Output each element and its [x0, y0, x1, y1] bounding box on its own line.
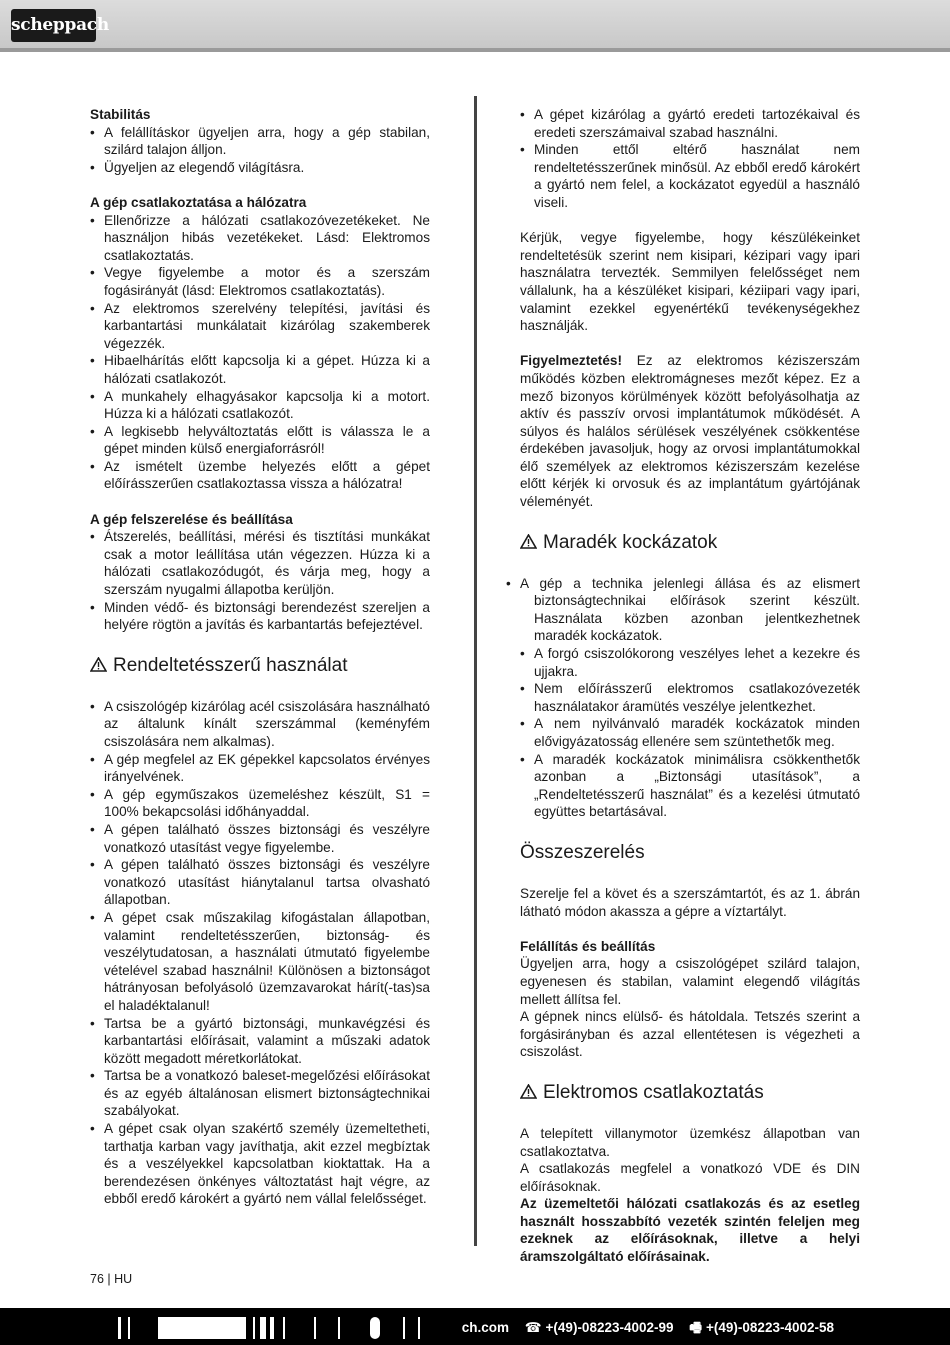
list-item: • Nem előírásszerű elektromos csatlakozóvezeték használatakor áramütés veszélye jelentkezhet. [520, 680, 860, 715]
heading-osszeszereles: Összeszerelés [520, 841, 645, 863]
list-halozat [90, 212, 430, 494]
list-item: • A forgó csiszolókorong veszélyes lehet a kezekre és ujjakra. [520, 645, 860, 680]
list-item: • Az ismételt üzembe helyezés előtt a gépet előírásszerűen csatlakoztassa vissza a hálózatra! [90, 458, 430, 493]
list-item: • A felállításkor ügyeljen arra, hogy a gép stabilan, szilárd talajon álljon. [90, 124, 430, 159]
paragraph-felallitas-2: A gépnek nincs elülső- és hátoldala. Tetszés szerint a forgásirányban és azzal ellentétesen is végezheti a csiszolást. [520, 1009, 860, 1060]
paragraph-elektromos-2: A csatlakozás megfelel a vonatkozó VDE és DIN előírásoknak. [520, 1161, 860, 1194]
list-item: • Vegye figyelembe a motor és a szerszám fogásirányát (lásd: Elektromos csatlakoztatás). [90, 264, 430, 299]
section-title-stabilitas: Stabilitás [90, 107, 151, 122]
list-item: • A munkahely elhagyásakor kapcsolja ki a motort. Húzza ki a hálózati csatlakozót. [90, 388, 430, 423]
list-item: • A nem nyilvánvaló maradék kockázatok minden elővigyázatosság ellenére sem szüntethetők meg. [520, 715, 860, 750]
fax-icon: 🖷 [689, 1320, 703, 1335]
list-item: • Átszerelés, beállítási, mérési és tisztítási munkákat csak a motor leállítása után végezzen. Húzza ki a hálózati csatlakozódugót, és várja meg, hogy a szerszám nyugalmi állapotba kerüljön. [90, 528, 430, 598]
list-item: • A gépen található összes biztonsági és veszélyre vonatkozó utasítást hiánytalanul tartsa olvasható állapotban. [90, 856, 430, 909]
heading-maradek: Maradék kockázatok [520, 531, 860, 555]
list-item: • A gép egyműszakos üzemeléshez készült, S1 = 100% bekapcsolási időhányaddal. [90, 786, 430, 821]
scheppach-logo: scheppach [11, 9, 96, 42]
list-item: • A gép megfelel az EK gépekkel kapcsolatos érvényes irányelvének. [90, 751, 430, 786]
paragraph-hasznalat: Kérjük, vegye figyelembe, hogy készülékeinket rendeltetésük szerint nem kisipari, kézipari vagy ipari használatra tervezték. Semmilyen felelősséget nem vállalunk, ha a készüléket kisipari, kéziipari vagy ipari, valamint ezekkel egyenértékű tevékenységekhez használják. [520, 230, 860, 334]
footer-contact [450, 1318, 834, 1341]
list-item: • Minden védő- és biztonsági berendezést szereljen a helyére rögtön a javítás és karbantartás befejeztével. [90, 599, 430, 634]
warning-icon [520, 1084, 537, 1099]
page-header [0, 0, 950, 52]
paragraph-elektromos-1: A telepített villanymotor üzemkész állapotban van csatlakoztatva. [520, 1125, 860, 1159]
list-item: • Tartsa be a gyártó biztonsági, munkavégzési és karbantartási előírásait, valamint a műszaki adatok között megadott méretkorlátokat. [90, 1015, 430, 1068]
list-item: • A legkisebb helyváltoztatás előtt is válassza le a gépet minden külső energiaforrásról! [90, 423, 430, 458]
phone-icon: ☎ [524, 1320, 542, 1335]
list-item: • Ellenőrizze a hálózati csatlakozóvezetékeket. Ne használjon hibás vezetékeket. Lásd: Elektromos csatlakoztatás. [90, 212, 430, 265]
heading-elektromos: Elektromos csatlakoztatás [520, 1081, 860, 1105]
list-felszereles [90, 528, 430, 634]
paragraph-felallitas-1: Ügyeljen arra, hogy a csiszológépet szilárd talajon, egyenesen és stabilan, valamint elegendő világítás mellett állítsa fel. [520, 956, 860, 1007]
section-title-halozat: A gép csatlakoztatása a hálózatra [90, 194, 307, 210]
list-item: • A maradék kockázatok minimálisra csökkenthetők azonban a „Biztonsági utasítások”, a „Rendeltetésszerű használat” és a kezelési útmutató együttes betartásával. [520, 751, 860, 821]
left-column [90, 106, 430, 1208]
list-rendeltetes [90, 698, 430, 1208]
list-item: • A gépet kizárólag a gyártó eredeti tartozékaival és eredeti szerszámaival szabad használni. [520, 106, 860, 141]
page-number: 76 | HU [90, 1272, 133, 1286]
paragraph-elektromos-bold: Az üzemeltetői hálózati csatlakozás és az esetleg használt hosszabbító vezeték szintén feleljen meg ezeknek az előírásoknak, illetve a helyi áramszolgáltató előírásainak. [520, 1196, 860, 1265]
list-item: • A gépen található összes biztonsági és veszélyre vonatkozó utasítást vegye figyelembe. [90, 821, 430, 856]
footer-website[interactable]: ch.com [461, 1320, 509, 1335]
warning-label: Figyelmeztetés! [520, 353, 622, 369]
section-title-felallitas: Felállítás és beállítás [520, 938, 656, 954]
heading-rendeltetes: Rendeltetésszerű használat [90, 654, 430, 678]
list-item: • A gépet csak műszakilag kifogástalan állapotban, valamint rendeltetésszerűen, biztonság- és veszélytudatosan, a használati útmutató figyelembe vételével szabad használni! Különösen a biztonságot hátrányosan befolyásoló üzemzavarokat hárít(-tas)sa el haladéktalanul! [90, 909, 430, 1015]
list-stabilitas [90, 124, 430, 177]
list-item: • Hibaelhárítás előtt kapcsolja ki a gépet. Húzza ki a hálózati csatlakozót. [90, 352, 430, 387]
list-item: • Az elektromos szerelvény telepítési, javítási és karbantartási munkálatait kizárólag szakemberek végezzék. [90, 300, 430, 353]
list-item: • A gépet csak olyan szakértő személy üzemeltetheti, tarthatja karban vagy javíthatja, akit ezzel megbíztak és a veszélyekkel kapcsolatban kioktattak. Ha a berendezésen önkényes változtatást hajt végre, az ebből eredő károkért a gyártó nem vállal felelősséget. [90, 1120, 430, 1208]
footer-phone: +(49)-08223-4002-99 [545, 1320, 674, 1335]
list-item: • Minden ettől eltérő használat nem rendeltetésszerűnek minősül. Az ebből eredő károkért a gyártó nem felel, a kockázatot egyedül a használó viseli. [520, 141, 860, 211]
right-column [520, 106, 860, 1266]
list-tartozekok [520, 106, 860, 212]
section-title-felszereles: A gép felszerelése és beállítása [90, 511, 293, 527]
intro-text: • A gép a technika jelenlegi állása és az elismert biztonságtechnikai előírások szerint készült. Használata közben azonban jelentkezhetnek maradék kockázatok. [520, 575, 860, 645]
list-item: • Tartsa be a vonatkozó baleset-megelőzési előírásokat és az egyéb általánosan elismert biztonságtechnikai szabályokat. [90, 1067, 430, 1120]
paragraph-osszeszereles: Szerelje fel a követ és a szerszámtartót, és az 1. ábrán látható módon akassza a gépre a víztartályt. [520, 885, 860, 919]
warning-icon [520, 534, 537, 549]
paragraph-figyelmeztetes: Figyelmeztetés! Ez az elektromos kéziszerszám működés közben elektromágneses mezőt képez. Ez a mező bizonyos körülmények között befolyásolhatja az aktív és passzív orvosi implantátumok működését. A súlyos és halálos sérülések veszélyének csökkentése érdekében javasoljuk, hogy az orvosi implantátumokkal élő személyek az elektromos kéziszerszám kezelése előtt kérjék ki orvosuk és az implantátum gyártójának véleményét. [520, 353, 860, 510]
list-item: • A csiszológép kizárólag acél csiszolására használható az általunk kínált szerszámmal (keményfém csiszolására nem alkalmas). [90, 698, 430, 751]
footer-fax: +(49)-08223-4002-58 [706, 1320, 834, 1335]
list-item: • Ügyeljen az elegendő világításra. [90, 159, 430, 177]
column-divider [474, 96, 477, 1246]
warning-icon [90, 657, 107, 672]
list-maradek [520, 575, 860, 821]
footer-graphic [118, 1317, 438, 1339]
